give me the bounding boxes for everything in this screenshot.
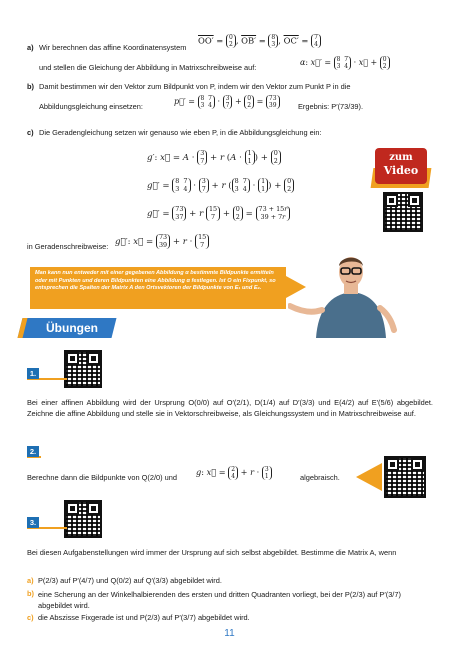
exercise-3-item-c-label: c) — [27, 613, 34, 622]
exercises-heading: Übungen — [46, 321, 98, 335]
section-c-eq3: g⃗′ = 73 37 + r 15 7 + 0 2 = 73 + 15r 39 + 7r — [147, 206, 290, 221]
exercise-2-number: 2. — [27, 446, 39, 457]
qr-code-exercise-2[interactable] — [384, 456, 426, 498]
section-a-vectors: OO′ = 0 2 , OB′ = 8 3 , OC′ = 7 4 — [198, 34, 321, 48]
section-a-text1: Wir berechnen das affine Koordinatensystem — [39, 43, 187, 52]
page-number: 11 — [224, 628, 235, 639]
section-c-eq1: g′: x⃗ = A · 3 7 + r (A · 1 1 ) + 0 2 — [147, 150, 281, 165]
exercise-3-item-b-text: eine Scherung an der Winkelhalbierenden des ersten und dritten Quadranten vorliegt, bei der P(2/3) auf P′(3/7) abgebildet wird. — [38, 590, 401, 610]
section-c-final-equation: g⃗′: x⃗ = 73 39 + r · 15 7 — [115, 234, 209, 249]
exercise-3-number: 3. — [27, 517, 39, 528]
info-box-text: Man kann nun entweder mit einer gegebenen Abbildung α bestimmte Bildpunkte ermitteln oder mit Punkten und deren Bildpunkten eine Abbildung α festlegen. Ist O ein Fixpunkt, so entsprechen die Spalten der Matrix A den Ortsvektoren der Bildpunkte von E₁ und E₂. — [35, 270, 276, 292]
section-c-eq2: g⃗′ = 8 7 3 4 · 3 7 + r ( 8 7 3 4 · 1 1 ) + 0 2 — [147, 178, 294, 193]
section-c-text1: Die Geradengleichung setzen wir genauso wie eben P, in die Abbildungsgleichung ein: — [39, 128, 322, 137]
section-b-text1: Damit bestimmen wir den Vektor zum Bildpunkt von P, indem wir den Vektor zum Punkt P in die — [39, 82, 351, 91]
exercise-2-equation: g: x⃗ = 2 4 + r · 3 1 — [196, 466, 272, 480]
exercise-1-number: 1. — [27, 368, 39, 379]
exercise-3-item-b-label: b) — [27, 589, 34, 598]
qr-code-exercise-3[interactable] — [64, 500, 102, 538]
exercise-3-item-a-text: P(2/3) auf P′(4/7) und Q(0/2) auf Q′(3/3) abgebildet wird. — [38, 576, 222, 585]
section-b-result: Ergebnis: P′(73/39). — [298, 102, 364, 111]
qr-code-exercise-1[interactable] — [64, 350, 102, 388]
info-box — [30, 267, 286, 309]
exercise-2-text-end: algebraisch. — [300, 473, 340, 482]
exercise-3-item-a-label: a) — [27, 576, 34, 585]
label-a: a) — [27, 43, 34, 52]
section-c-final-label: in Geradenschreibweise: — [27, 242, 109, 251]
exercise-3-intro: Bei diesen Aufgabenstellungen wird immer der Ursprung auf sich selbst abgebildet. Bestimme die Matrix A, wenn — [27, 548, 397, 557]
label-c: c) — [27, 128, 34, 137]
section-a-text2: und stellen die Gleichung der Abbildung in Matrixschreibweise auf: — [39, 63, 257, 72]
exercise-3-item-c-text: die Abszisse Fixgerade ist und P(2/3) auf P′(3/7) abgebildet wird. — [38, 613, 250, 622]
exercise-2-arrow-icon — [356, 463, 382, 491]
video-badge[interactable] — [375, 148, 427, 184]
video-badge-line2: Video — [383, 164, 419, 177]
qr-code-video[interactable] — [383, 192, 423, 232]
teacher-illustration — [288, 250, 398, 340]
section-a-equation: α: x⃗′ = 8 7 3 4 · x⃗ + 0 2 — [300, 56, 390, 70]
label-b: b) — [27, 82, 34, 91]
section-b-text2: Abbildungsgleichung einsetzen: — [39, 102, 143, 111]
exercise-1-text: Bei einer affinen Abbildung wird der Ursprung O(0/0) auf O′(2/1), D(1/4) auf D′(3/3) und E(4/2) auf E′(5/6) abgebildet. Zeichne die affine Abbildung und stelle sie in Vektorschreibweise, als Gleichungssystem und in Matrixschreibweise auf. — [27, 398, 433, 418]
section-b-equation: p⃗′ = 8 7 3 4 · 3 7 + 0 2 = 73 39 — [174, 95, 280, 109]
exercise-2-text: Berechne dann die Bildpunkte von Q(2/0) und — [27, 473, 177, 482]
video-badge-line1: zum — [389, 152, 413, 163]
